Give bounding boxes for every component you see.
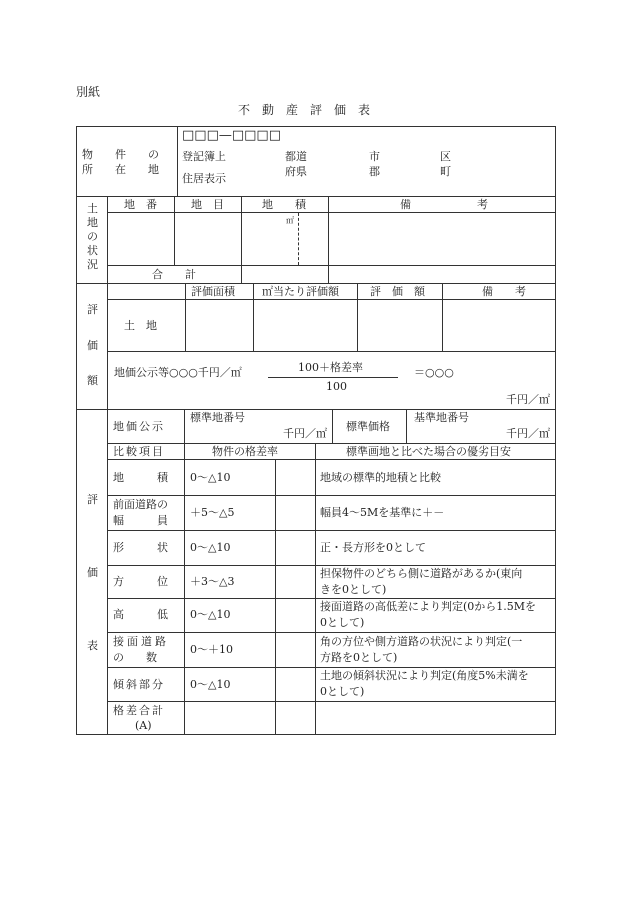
col-valuation-amount: 評 価 額 (370, 285, 425, 298)
guide-slope-line2: 0として) (320, 685, 365, 698)
divider (174, 196, 175, 265)
land-side-4: 状 (87, 244, 98, 257)
divider (107, 283, 108, 409)
item-road-count-line2: の 数 (113, 651, 157, 664)
col-valuation-area: 評価面積 (191, 285, 235, 298)
area-unit: ㎡ (286, 216, 294, 225)
valuation-side-1: 評 (87, 303, 98, 316)
valuation-side-2: 価 (87, 339, 98, 352)
guide-shape: 正・長方形を0として (320, 541, 426, 554)
item-road-count-line1: 接面道路 (113, 635, 169, 648)
formula-public-price: 地価公示等○○○千円／㎡ (114, 366, 242, 379)
item-total-line2: (A) (135, 719, 152, 732)
fraction-bar (268, 377, 398, 378)
formula-unit: 千円／㎡ (506, 393, 550, 406)
ward-line1: 区 (440, 150, 451, 163)
divider (107, 299, 556, 300)
formula-denominator: 100 (326, 380, 347, 393)
col-item: 比較項目 (113, 445, 165, 458)
guide-orientation-line2: きを0として) (320, 583, 387, 596)
divider (76, 283, 556, 284)
guide-slope-line1: 土地の傾斜状況により判定(角度5%未満を (320, 669, 529, 682)
divider (76, 409, 556, 410)
divider (107, 530, 556, 531)
assessment-side-1: 評 (87, 493, 98, 506)
divider (107, 598, 556, 599)
item-total-line1: 格差合計 (113, 704, 165, 717)
range-road-width: ＋5～△5 (190, 506, 235, 519)
page-title: 不 動 産 評 価 表 (238, 103, 371, 117)
item-area: 地 積 (113, 471, 168, 484)
range-slope: 0～△10 (190, 678, 231, 691)
divider (107, 701, 556, 702)
range-orientation: ＋3～△3 (190, 575, 235, 588)
pref-line2: 府県 (285, 165, 307, 178)
guide-height-line2: 0として) (320, 616, 365, 629)
divider (107, 632, 556, 633)
assessment-side-2: 価 (87, 566, 98, 579)
divider (253, 283, 254, 351)
city-line2: 郡 (369, 165, 380, 178)
divider (357, 283, 358, 351)
land-side-2: 地 (87, 216, 98, 229)
guide-road-count-line2: 方路を0として) (320, 651, 398, 664)
divider (185, 283, 186, 351)
divider (107, 351, 556, 352)
city-line1: 市 (369, 150, 380, 163)
land-side-1: 土 (87, 202, 98, 215)
item-shape: 形 状 (113, 541, 168, 554)
range-road-count: 0～＋10 (190, 643, 233, 656)
land-side-3: の (87, 230, 98, 243)
col-unit-value: ㎡当たり評価額 (262, 285, 339, 298)
range-height: 0～△10 (190, 608, 231, 621)
guide-area: 地域の標準的地積と比較 (320, 471, 441, 484)
range-shape: 0～△10 (190, 541, 231, 554)
standard-price-label: 標準価格 (346, 420, 390, 433)
divider (177, 126, 178, 196)
base-unit: 千円／㎡ (506, 427, 550, 440)
divider (241, 196, 242, 283)
base-lot-label: 基準地番号 (414, 411, 469, 424)
valuation-side-3: 額 (87, 374, 98, 387)
formula-numerator: 100＋格差率 (298, 361, 363, 374)
divider (76, 196, 556, 197)
item-road-width-line2: 幅 員 (113, 514, 168, 527)
divider (406, 409, 407, 443)
col-diff-rate: 物件の格差率 (212, 445, 278, 458)
property-label-line1: 物 件 の (82, 148, 159, 161)
item-orientation: 方 位 (113, 575, 168, 588)
decimal-divider (298, 213, 299, 265)
divider (315, 443, 316, 735)
range-area: 0～△10 (190, 471, 231, 484)
col-land-remarks: 備 考 (400, 198, 488, 211)
item-slope: 傾斜部分 (113, 678, 165, 691)
divider (107, 265, 556, 266)
ward-line2: 町 (440, 165, 451, 178)
col-land-area: 地 積 (262, 198, 306, 211)
divider (332, 409, 333, 443)
residence-label: 住居表示 (182, 172, 226, 185)
guide-height-line1: 接面道路の高低差により判定(0から1.5Mを (320, 600, 537, 613)
divider (184, 409, 185, 735)
annex-label: 別紙 (76, 85, 101, 99)
item-road-width-line1: 前面道路の (113, 498, 168, 511)
postal-code-boxes: □□□—□□□□ (182, 128, 281, 143)
divider (107, 409, 108, 735)
divider (107, 196, 108, 283)
standard-lot-label: 標準地番号 (190, 411, 245, 424)
divider (107, 565, 556, 566)
land-side-5: 況 (87, 258, 98, 271)
formula-result: ＝○○○ (414, 366, 454, 379)
divider (442, 283, 443, 351)
standard-unit: 千円／㎡ (283, 427, 327, 440)
col-lot-number: 地 番 (124, 198, 157, 211)
col-land-category: 地 目 (191, 198, 224, 211)
pref-line1: 都道 (285, 150, 307, 163)
divider (107, 443, 556, 444)
row-land-label: 土 地 (124, 319, 157, 332)
item-height: 高 低 (113, 608, 168, 621)
col-guide: 標準画地と比べた場合の優劣目安 (346, 445, 511, 458)
divider (328, 196, 329, 283)
guide-orientation-line1: 担保物件のどちら側に道路があるか(東向 (320, 567, 523, 580)
assessment-side-3: 表 (87, 639, 98, 652)
property-label-line2: 所 在 地 (82, 163, 159, 176)
public-price-label: 地価公示 (113, 420, 165, 433)
guide-road-count-line1: 角の方位や側方道路の状況により判定(一 (320, 635, 523, 648)
land-total-label: 合 計 (152, 268, 196, 281)
divider (107, 459, 556, 460)
col-valuation-remarks: 備 考 (482, 285, 526, 298)
divider (107, 495, 556, 496)
guide-road-width: 幅員4～5Mを基準に＋－ (320, 506, 445, 519)
registry-label: 登記簿上 (182, 150, 226, 163)
divider (107, 667, 556, 668)
divider (275, 459, 276, 735)
